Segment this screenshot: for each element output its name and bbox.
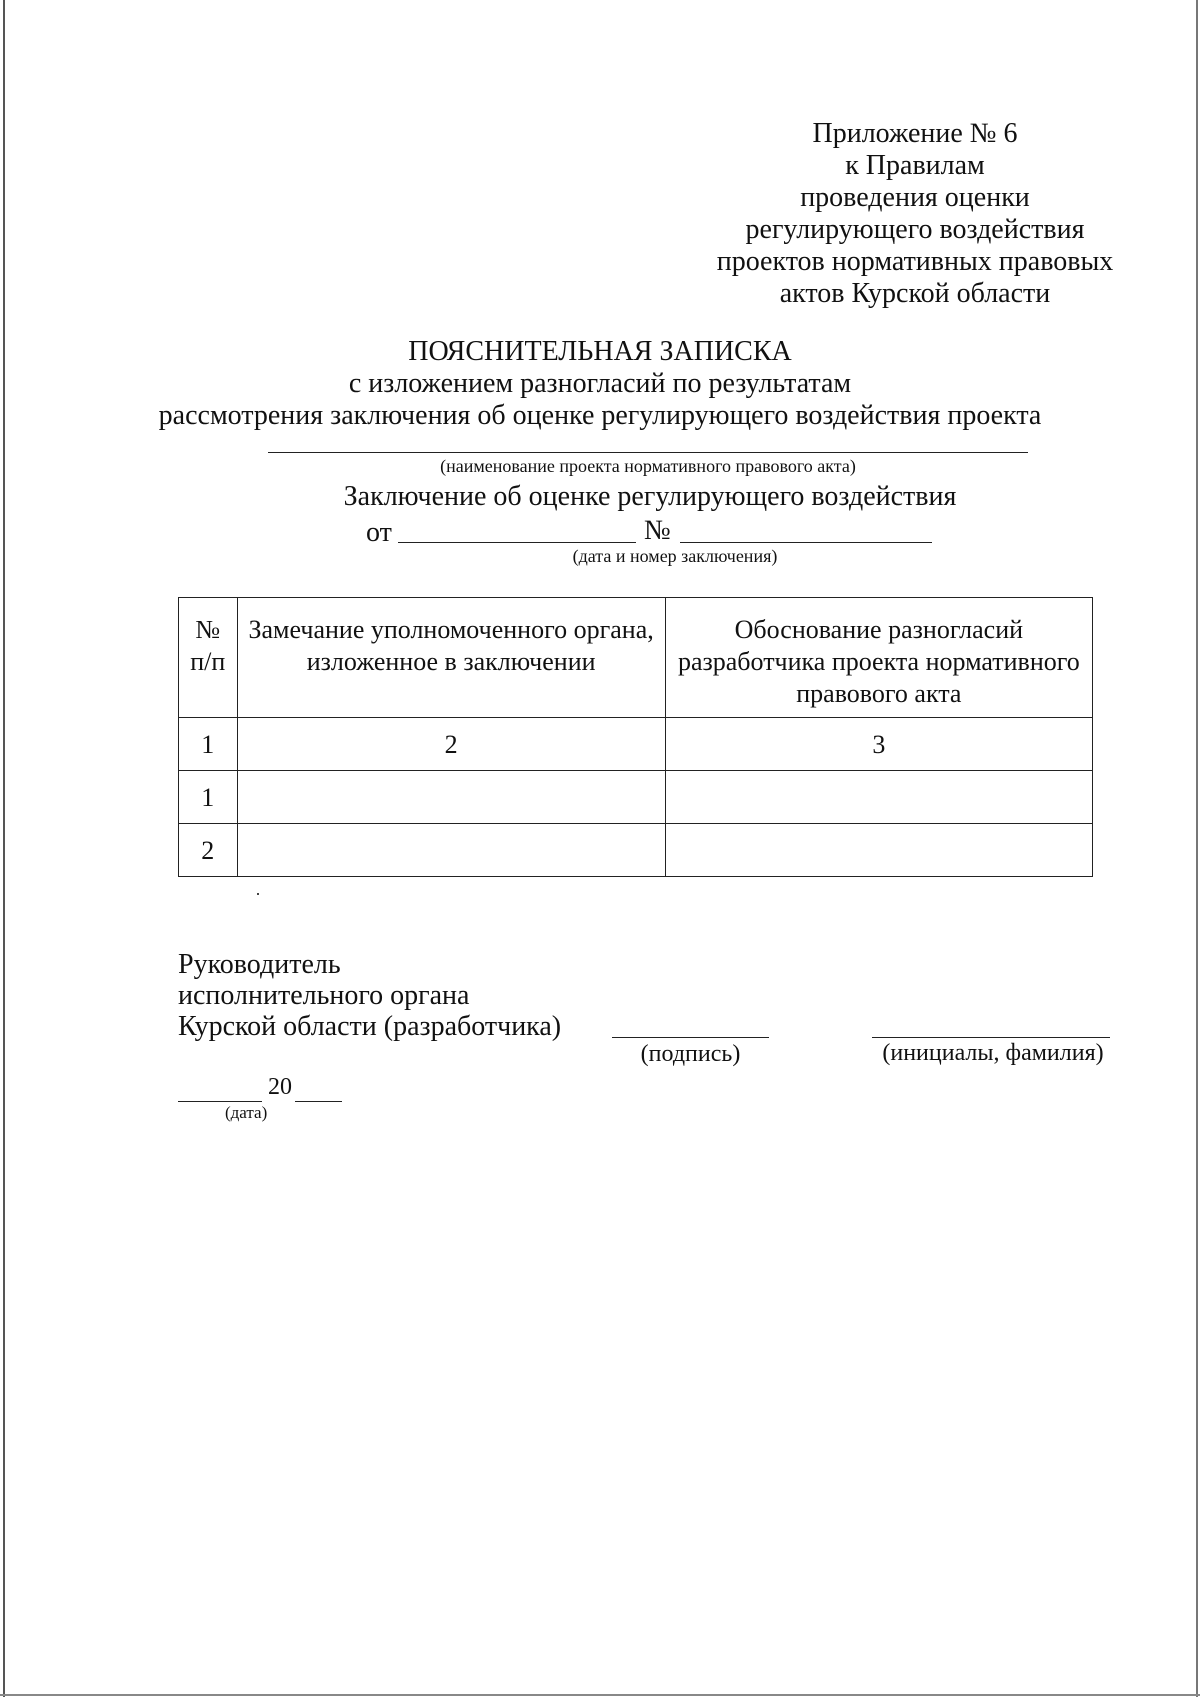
conclusion-number-label: № [644, 515, 671, 546]
annex-line: к Правилам [845, 150, 985, 181]
scan-speck [257, 893, 259, 895]
justification-cell[interactable] [665, 771, 1092, 824]
column-number-row [179, 718, 1093, 771]
table-row [179, 824, 1093, 877]
date-day-blank[interactable] [178, 1101, 262, 1102]
document-heading: ПОЯСНИТЕЛЬНАЯ ЗАПИСКА [408, 336, 792, 367]
document-subtitle-line-2: рассмотрения заключения об оценке регулирующего воздействия проекта [158, 400, 1042, 431]
conclusion-title: Заключение об оценке регулирующего воздействия [343, 481, 957, 512]
annex-line: проведения оценки [800, 182, 1030, 213]
annex-line: регулирующего воздействия [745, 214, 1085, 245]
column-number: 1 [179, 718, 238, 771]
annex-line: Приложение № 6 [812, 118, 1018, 149]
annex-block [690, 118, 1140, 310]
annex-line: проектов нормативных правовых [716, 246, 1114, 277]
conclusion-caption: (дата и номер заключения) [572, 546, 778, 566]
page-edge-right [1196, 0, 1198, 1697]
document-subtitle-line-1: с изложением разногласий по результатам [348, 368, 852, 399]
signature-caption: (подпись) [640, 1041, 741, 1067]
name-caption: (инициалы, фамилия) [882, 1040, 1104, 1066]
date-year-blank[interactable] [295, 1101, 342, 1102]
page-edge-bottom [0, 1694, 1200, 1696]
table-row [179, 771, 1093, 824]
page-edge-left [3, 0, 5, 1697]
conclusion-number-blank[interactable] [680, 542, 932, 543]
header-remark: Замечание уполномоченного органа, изложенное в заключении [237, 598, 665, 718]
document-title-block [150, 336, 1050, 432]
table-header-row [179, 598, 1093, 718]
header-justification: Обоснование разногласий разработчика проекта нормативного правового акта [665, 598, 1092, 718]
row-number: 2 [179, 824, 238, 877]
position-line-2: исполнительного органа [178, 980, 470, 1011]
year-prefix: 20 [268, 1074, 292, 1100]
name-blank[interactable] [872, 1037, 1110, 1038]
disagreements-table [178, 597, 1093, 877]
signature-blank[interactable] [612, 1037, 769, 1038]
remark-cell[interactable] [237, 771, 665, 824]
row-number: 1 [179, 771, 238, 824]
header-number: № п/п [179, 598, 238, 718]
project-name-caption: (наименование проекта нормативного правового акта) [440, 456, 856, 476]
column-number: 2 [237, 718, 665, 771]
signatory-position [178, 949, 561, 1042]
annex-line: актов Курской области [779, 278, 1051, 309]
remark-cell[interactable] [237, 824, 665, 877]
project-name-blank[interactable] [268, 452, 1028, 453]
conclusion-date-blank[interactable] [398, 542, 636, 543]
position-line-1: Руководитель [178, 949, 341, 980]
conclusion-from-label: от [366, 517, 392, 548]
justification-cell[interactable] [665, 824, 1092, 877]
column-number: 3 [665, 718, 1092, 771]
date-caption: (дата) [225, 1103, 268, 1122]
position-line-3: Курской области (разработчика) [178, 1011, 562, 1042]
